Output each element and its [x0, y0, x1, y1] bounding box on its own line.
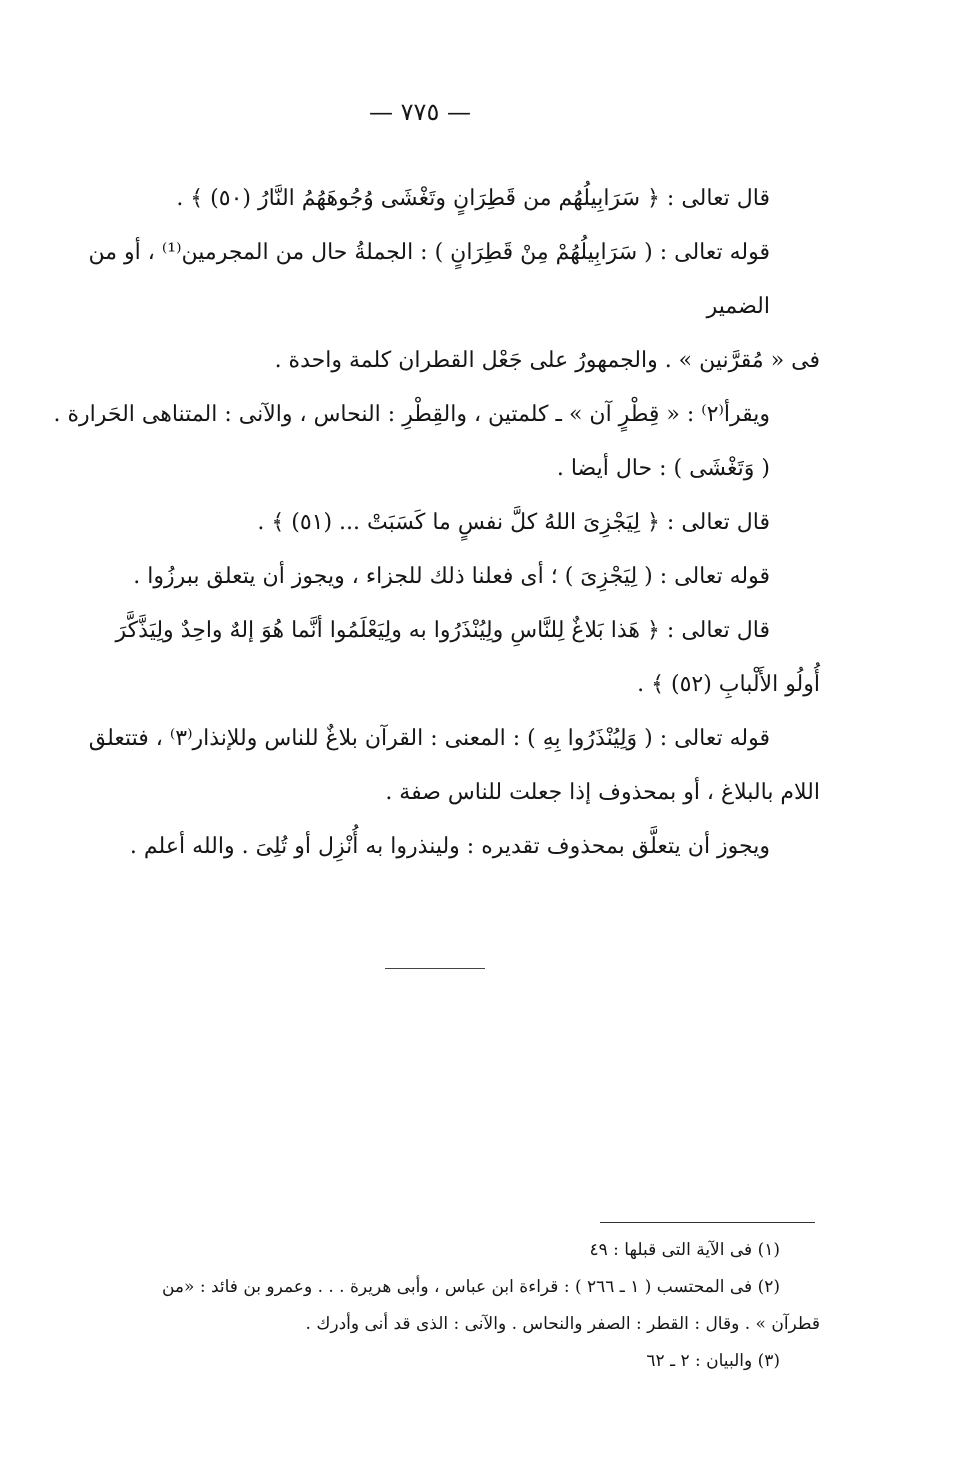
commentary-line: ويجوز أن يتعلَّق بمحذوف تقديره : ولينذروا به أُنْزِل أو تُلِىَ . والله أعلم .	[129, 834, 770, 859]
page-number: — ٧٧٥ —	[369, 98, 471, 126]
verse-line: قال تعالى : ﴿ هَذا بَلاغٌ لِلنَّاسِ ولِيُنْذَرُوا به ولِيَعْلَمُوا أنَّما هُوَ إلهٌ واحِدٌ ولِيَذَّكَّرَ	[115, 618, 770, 643]
verse-line: أُولُو الأَلْبابِ (٥٢) ﴾ .	[637, 672, 820, 697]
footnote-separator	[600, 1222, 815, 1223]
commentary-line: فى « مُقرَّنين » . والجمهورُ على جَعْل القطران كلمة واحدة .	[274, 348, 820, 373]
footnote: (١) فى الآية التى قبلها : ٤٩	[589, 1240, 780, 1260]
commentary-line: ( وَتَغْشَى ) : حال أيضا .	[556, 456, 770, 481]
commentary-line: اللام بالبلاغ ، أو بمحذوف إذا جعلت للناس صفة .	[385, 780, 820, 805]
section-divider	[385, 968, 485, 969]
commentary-line: ويقرأ⁽٢⁾ : « قِطْرٍ آن » ـ كلمتين ، والقِطْرِ : النحاس ، والآنى : المتناهى الحَرارة .	[53, 402, 770, 427]
footnote-continuation: قطرآن » . وقال : القطر : الصفر والنحاس . والآنى : الذى قد أنى وأدرك .	[305, 1314, 820, 1334]
verse-line: قال تعالى : ﴿ سَرَابِيلُهُم من قَطِرَانٍ وتَغْشَى وُجُوهَهُمُ النَّارُ (٥٠) ﴾ .	[176, 186, 770, 211]
footnote: (٣) والبيان : ٢ ـ ٦٢	[646, 1351, 780, 1371]
footnotes	[30, 1232, 820, 1380]
main-text	[30, 172, 820, 874]
commentary-line: قوله تعالى : ( سَرَابِيلُهُمْ مِنْ قَطِرَانٍ ) : الجملةُ حال من المجرمين⁽¹⁾ ، أو من الضمير	[88, 240, 770, 319]
commentary-line: قوله تعالى : ( لِيَجْزِىَ ) ؛ أى فعلنا ذلك للجزاء ، ويجوز أن يتعلق ببرزُوا .	[133, 564, 770, 589]
verse-line: قال تعالى : ﴿ لِيَجْزِىَ اللهُ كلَّ نفسٍ ما كَسَبَتْ ... (٥١) ﴾ .	[257, 510, 770, 535]
footnote: (٢) فى المحتسب ( ١ ـ ٢٦٦ ) : قراءة ابن عباس ، وأبى هريرة . . . وعمرو بن فائد : «من	[161, 1277, 780, 1297]
commentary-line: قوله تعالى : ( وَلِيُنْذَرُوا بِهِ ) : المعنى : القرآن بلاغٌ للناس وللإنذار⁽٣⁾ ، فتتعلق	[88, 726, 770, 751]
